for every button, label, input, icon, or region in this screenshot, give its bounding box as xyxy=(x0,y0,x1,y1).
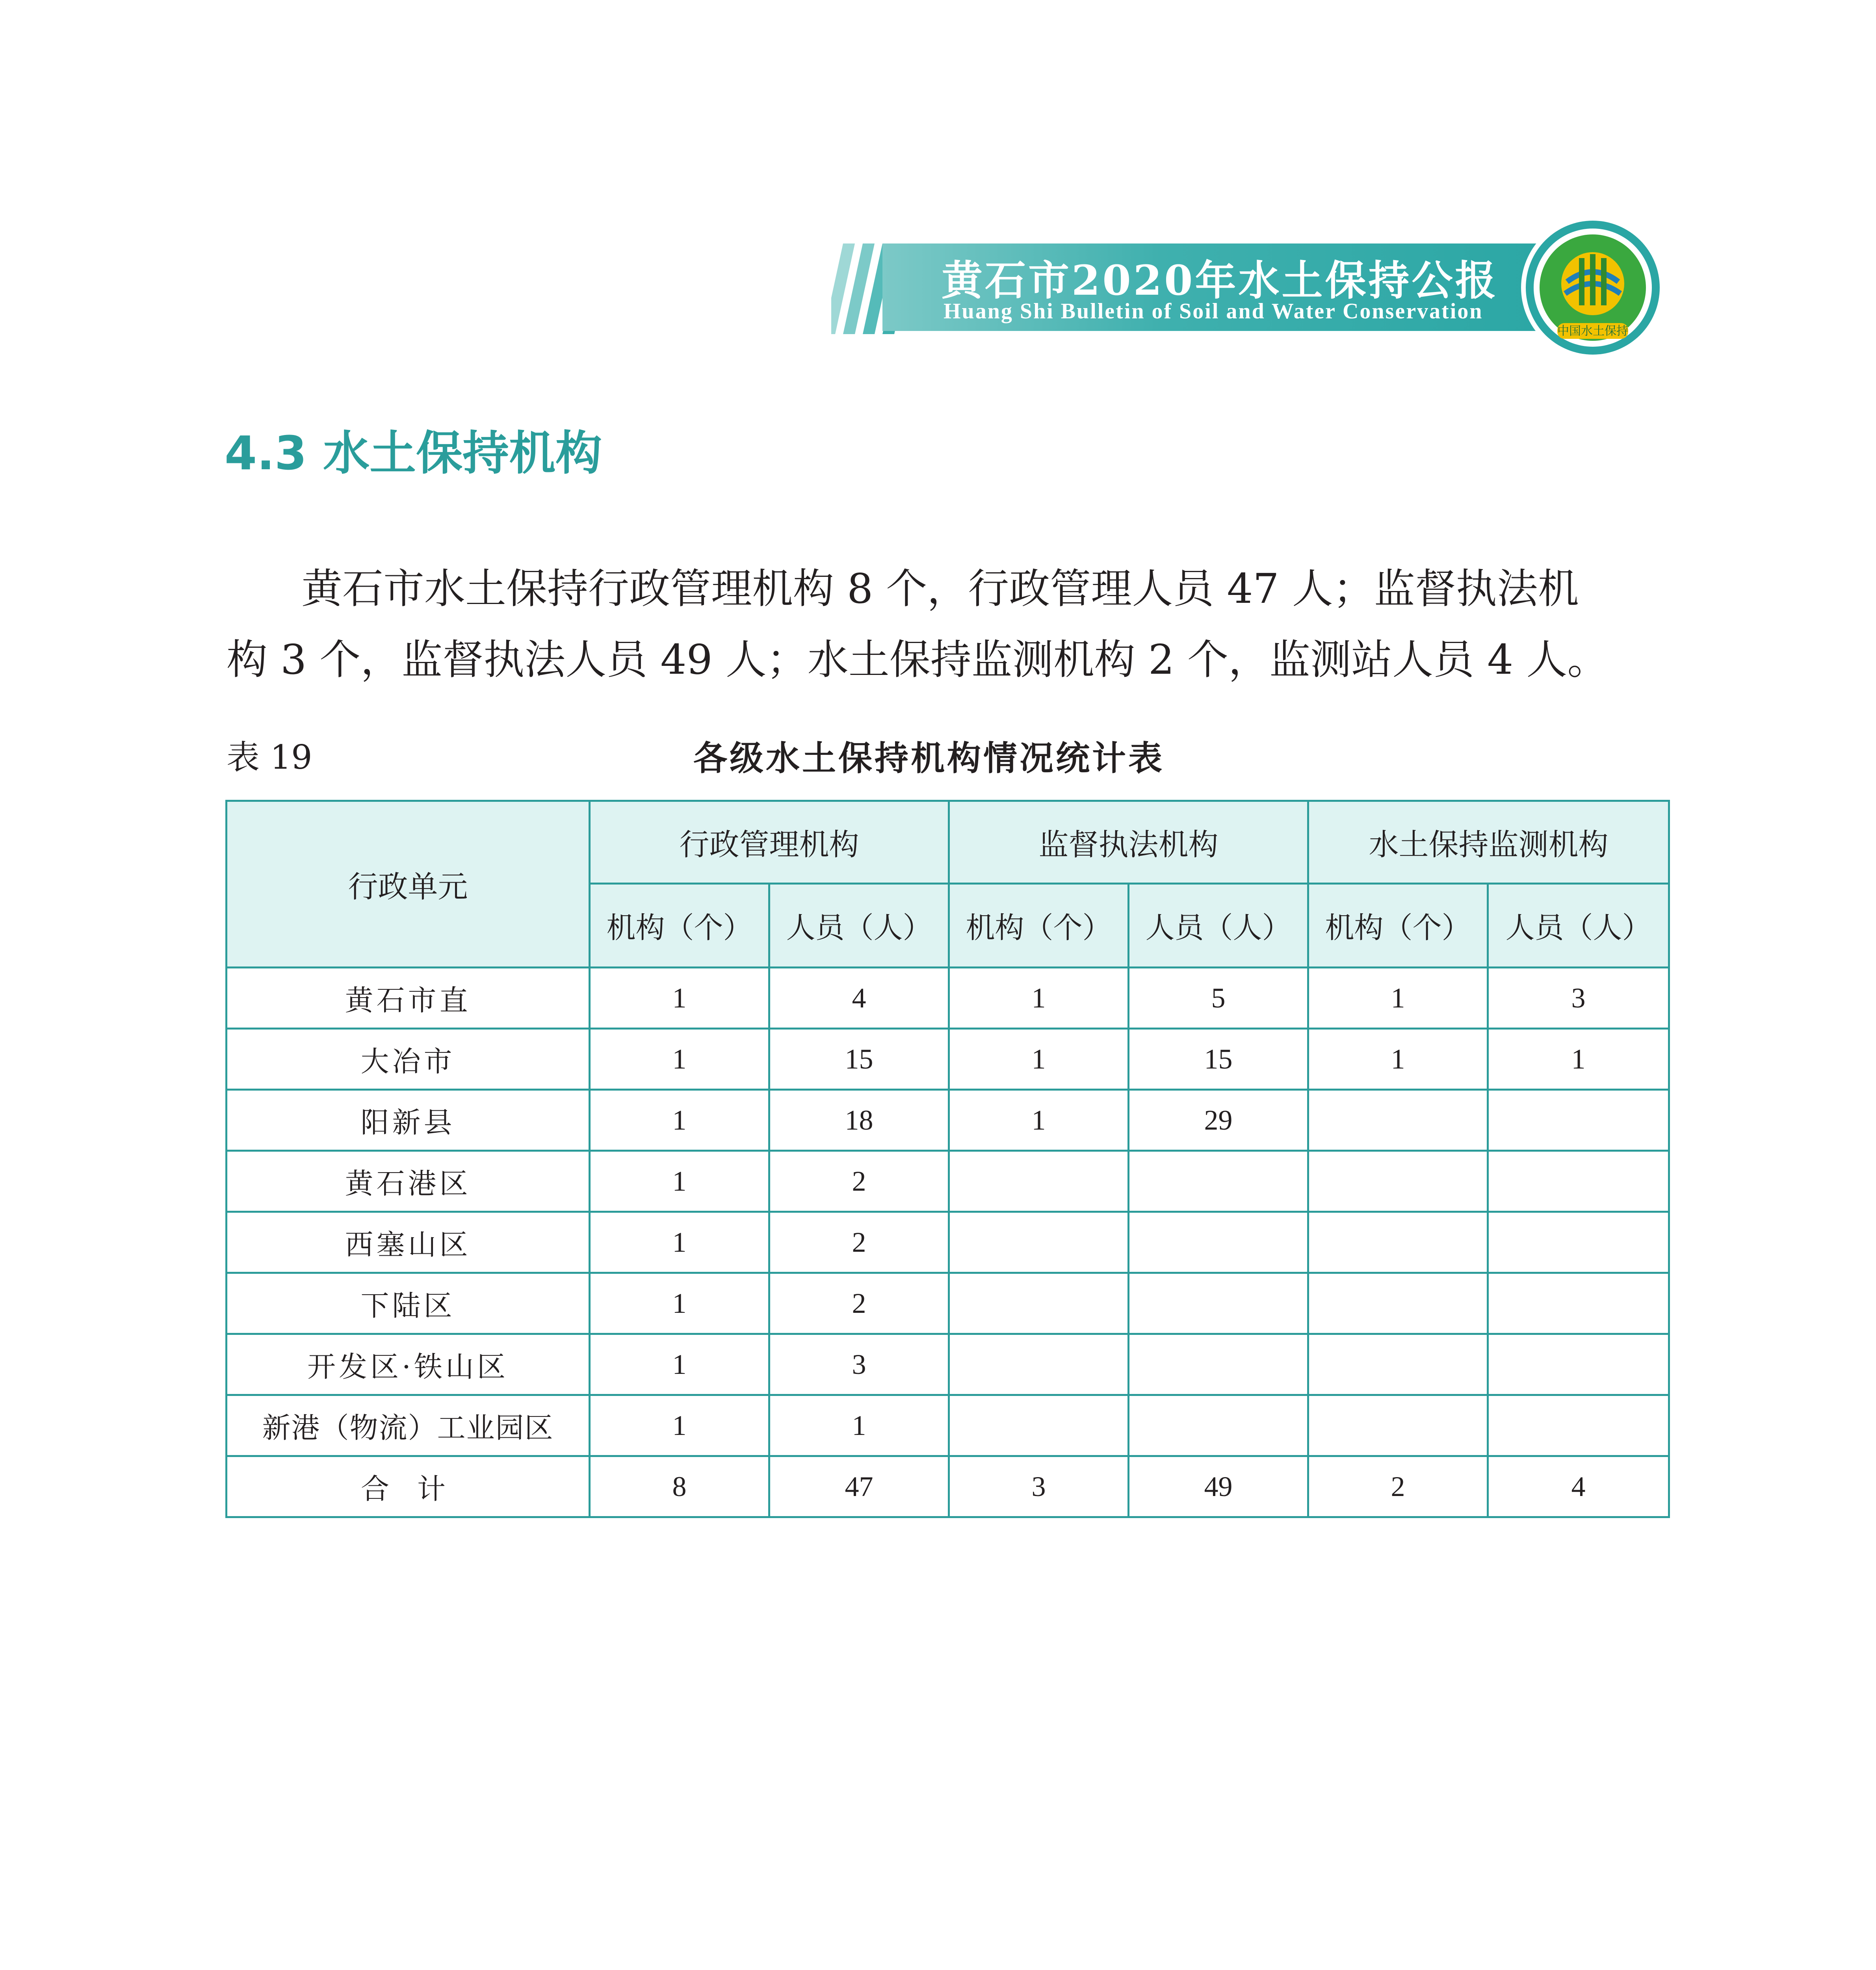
subheader: 机构（个） xyxy=(949,884,1129,968)
subheader: 机构（个） xyxy=(590,884,769,968)
header-group-supervision: 监督执法机构 xyxy=(949,801,1308,884)
cell: 15 xyxy=(1129,1029,1308,1090)
cell xyxy=(1129,1334,1308,1395)
cell: 1 xyxy=(590,1273,769,1334)
cell: 47 xyxy=(769,1456,949,1517)
row-unit: 大冶市 xyxy=(227,1029,590,1090)
row-unit: 新港（物流）工业园区 xyxy=(227,1395,590,1456)
row-unit: 下陆区 xyxy=(227,1273,590,1334)
cell: 1 xyxy=(1488,1029,1669,1090)
cell xyxy=(1488,1090,1669,1151)
header-group-monitoring: 水土保持监测机构 xyxy=(1308,801,1669,884)
row-unit: 黄石市直 xyxy=(227,968,590,1029)
cell: 18 xyxy=(769,1090,949,1151)
cell: 5 xyxy=(1129,968,1308,1029)
cell xyxy=(1308,1334,1488,1395)
subheader: 人员（人） xyxy=(1488,884,1669,968)
cell: 3 xyxy=(769,1334,949,1395)
subheader: 人员（人） xyxy=(769,884,949,968)
logo-label: 中国水土保持 xyxy=(1557,324,1628,338)
cell: 29 xyxy=(1129,1090,1308,1151)
row-unit-total: 合 计 xyxy=(227,1456,590,1517)
cell xyxy=(1488,1395,1669,1456)
cell: 4 xyxy=(1488,1456,1669,1517)
cell: 1 xyxy=(1308,968,1488,1029)
cell xyxy=(1488,1151,1669,1212)
table-row xyxy=(227,1212,1669,1273)
table-row xyxy=(227,1334,1669,1395)
cell: 1 xyxy=(590,1090,769,1151)
cell: 1 xyxy=(1308,1029,1488,1090)
subheader: 机构（个） xyxy=(1308,884,1488,968)
cell: 1 xyxy=(949,1029,1129,1090)
row-unit: 开发区·铁山区 xyxy=(227,1334,590,1395)
cell xyxy=(1488,1212,1669,1273)
cell: 8 xyxy=(590,1456,769,1517)
bulletin-title: 黄石市2020年水土保持公报 xyxy=(942,256,1499,305)
cell xyxy=(949,1395,1129,1456)
cell: 3 xyxy=(1488,968,1669,1029)
cell xyxy=(1129,1395,1308,1456)
cell xyxy=(949,1334,1129,1395)
cell: 1 xyxy=(590,968,769,1029)
cell xyxy=(949,1151,1129,1212)
cell: 2 xyxy=(1308,1456,1488,1517)
cell xyxy=(1488,1334,1669,1395)
cell: 49 xyxy=(1129,1456,1308,1517)
cell: 1 xyxy=(590,1334,769,1395)
row-unit: 西塞山区 xyxy=(227,1212,590,1273)
cell: 15 xyxy=(769,1029,949,1090)
cell: 1 xyxy=(949,1090,1129,1151)
table-row xyxy=(227,968,1669,1029)
cell xyxy=(1308,1212,1488,1273)
header-admin-unit: 行政单元 xyxy=(227,801,590,968)
cell: 2 xyxy=(769,1273,949,1334)
cell xyxy=(1308,1151,1488,1212)
cell: 2 xyxy=(769,1212,949,1273)
cell xyxy=(1308,1273,1488,1334)
table-row xyxy=(227,1151,1669,1212)
body-paragraph-line-1: 黄石市水土保持行政管理机构 8 个，行政管理人员 47 人；监督执法机 xyxy=(301,565,1579,613)
body-paragraph-line-2: 构 3 个，监督执法人员 49 人；水土保持监测机构 2 个，监测站人员 4 人。 xyxy=(227,636,1609,684)
cell xyxy=(1308,1090,1488,1151)
cell: 4 xyxy=(769,968,949,1029)
header-group-admin: 行政管理机构 xyxy=(590,801,949,884)
cell: 1 xyxy=(590,1395,769,1456)
cell: 2 xyxy=(769,1151,949,1212)
table-row xyxy=(227,1273,1669,1334)
cell xyxy=(1488,1273,1669,1334)
cell: 3 xyxy=(949,1456,1129,1517)
cell: 1 xyxy=(590,1029,769,1090)
table-number: 表 19 xyxy=(227,738,312,777)
table-caption: 各级水土保持机构情况统计表 xyxy=(693,738,1165,778)
table-row xyxy=(227,1090,1669,1151)
section-title: 4.3 水土保持机构 xyxy=(225,426,602,480)
institution-statistics-table xyxy=(225,800,1670,1518)
cell xyxy=(949,1273,1129,1334)
row-unit: 阳新县 xyxy=(227,1090,590,1151)
cell xyxy=(1129,1273,1308,1334)
cell: 1 xyxy=(769,1395,949,1456)
cell xyxy=(1129,1212,1308,1273)
soil-water-conservation-logo-icon xyxy=(1520,215,1666,361)
cell: 1 xyxy=(590,1212,769,1273)
cell xyxy=(949,1212,1129,1273)
cell: 1 xyxy=(949,968,1129,1029)
bulletin-subtitle: Huang Shi Bulletin of Soil and Water Conservation xyxy=(944,299,1483,323)
table-row xyxy=(227,1029,1669,1090)
cell xyxy=(1129,1151,1308,1212)
table-row xyxy=(227,1395,1669,1456)
row-unit: 黄石港区 xyxy=(227,1151,590,1212)
table-total-row xyxy=(227,1456,1669,1517)
cell: 1 xyxy=(590,1151,769,1212)
cell xyxy=(1308,1395,1488,1456)
subheader: 人员（人） xyxy=(1129,884,1308,968)
